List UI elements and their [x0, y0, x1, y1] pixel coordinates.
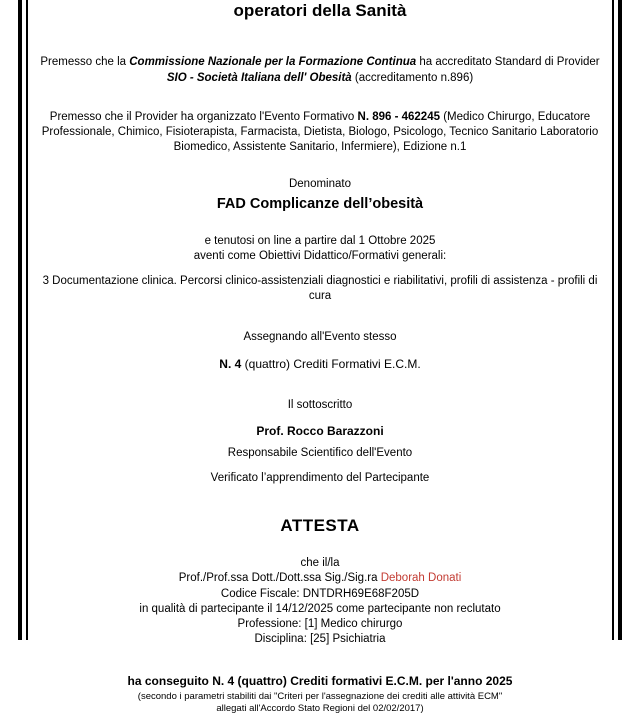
credits-assign-label: Assegnando all'Evento stesso [243, 331, 397, 344]
signer-name: Prof. Rocco Barazzoni [256, 423, 384, 438]
attestation-that-label: che il/la [300, 557, 340, 570]
document-title-line-2: operatori della Sanità [233, 0, 407, 20]
course-objectives-text: 3 Documentazione clinica. Percorsi clinico-assistenziali diagnostici e riabilitativi, profili di assistenza - profili di cura [42, 275, 598, 303]
course-title: FAD Complicanze dell’obesità [216, 195, 424, 212]
achievement-line: ha conseguito N. 4 (quattro) Crediti formativi E.C.M. per l'anno 2025 [127, 674, 513, 689]
discipline-line: Disciplina: [25] Psichiatria [254, 633, 386, 646]
premise-event-prefix: Premesso che il Provider ha organizzato l'Evento Formativo [49, 110, 358, 123]
fiscal-code-value: DNTDRH69E68F205D [302, 587, 420, 600]
course-date-line: e tenutosi on line a partire dal 1 Ottobre 2025 [204, 234, 436, 247]
border-rule-inner-right [612, 0, 614, 640]
premise-provider-suffix: (accreditamento n.896) [351, 71, 474, 84]
verification-line: Verificato l’apprendimento del Partecipante [210, 471, 430, 484]
signer-role: Responsabile Scientifico dell'Evento [227, 446, 413, 459]
fiscal-code-line [40, 587, 600, 602]
participant-titles-prefix: Prof./Prof.ssa Dott./Dott.ssa Sig./Sig.ra [178, 572, 381, 585]
premise-event-paragraph [40, 110, 600, 156]
participation-capacity-line: in qualità di partecipante il 14/12/2025 come partecipante non reclutato [139, 602, 501, 615]
event-number: N. 896 - 462245 [357, 110, 440, 123]
denominato-label: Denominato [288, 178, 351, 191]
border-rule-outer-left [18, 0, 22, 640]
premise-provider-middle: ha accreditato Standard di Provider [416, 56, 600, 69]
credits-amount-rest: (quattro) Crediti Formativi E.C.M. [241, 356, 421, 371]
document-title [40, 0, 600, 21]
commission-name: Commissione Nazionale per la Formazione Continua [129, 56, 417, 69]
border-rule-outer-right [618, 0, 622, 640]
course-objectives-label: aventi come Obiettivi Didattico/Formativi generali: [193, 249, 447, 262]
profession-line: Professione: [1] Medico chirurgo [237, 617, 403, 630]
footer-note-line-2: allegati all'Accordo Stato Regioni del 02/02/2017) [216, 703, 424, 715]
participant-line [40, 571, 600, 586]
premise-provider-prefix: Premesso che la [40, 56, 130, 69]
border-rule-inner-left [26, 0, 28, 640]
attesta-heading: ATTESTA [280, 515, 360, 535]
footer-note-line-1: (secondo i parametri stabiliti dai "Criteri per l'assegnazione dei crediti alle attività ECM" [137, 690, 503, 702]
premise-provider-paragraph [40, 55, 600, 85]
credits-amount-number: N. 4 [219, 356, 242, 371]
undersigned-label: Il sottoscritto [287, 399, 353, 412]
credits-amount [40, 356, 600, 373]
premise-event-professions: (Medico Chirurgo, Educatore Professionale, Chimico, Fisioterapista, Farmacista, Dietista, Biologo, Psicologo, Tecnico Sanitario Laboratorio Biomedico, Assistente Sanitario, Infermiere), Edizione n.1 [41, 110, 599, 154]
fiscal-code-label: Codice Fiscale: [220, 587, 303, 600]
participant-name: Deborah Donati [380, 572, 462, 585]
certificate-content [34, 0, 606, 715]
provider-name: SIO - Società Italiana dell' Obesità [166, 71, 352, 84]
